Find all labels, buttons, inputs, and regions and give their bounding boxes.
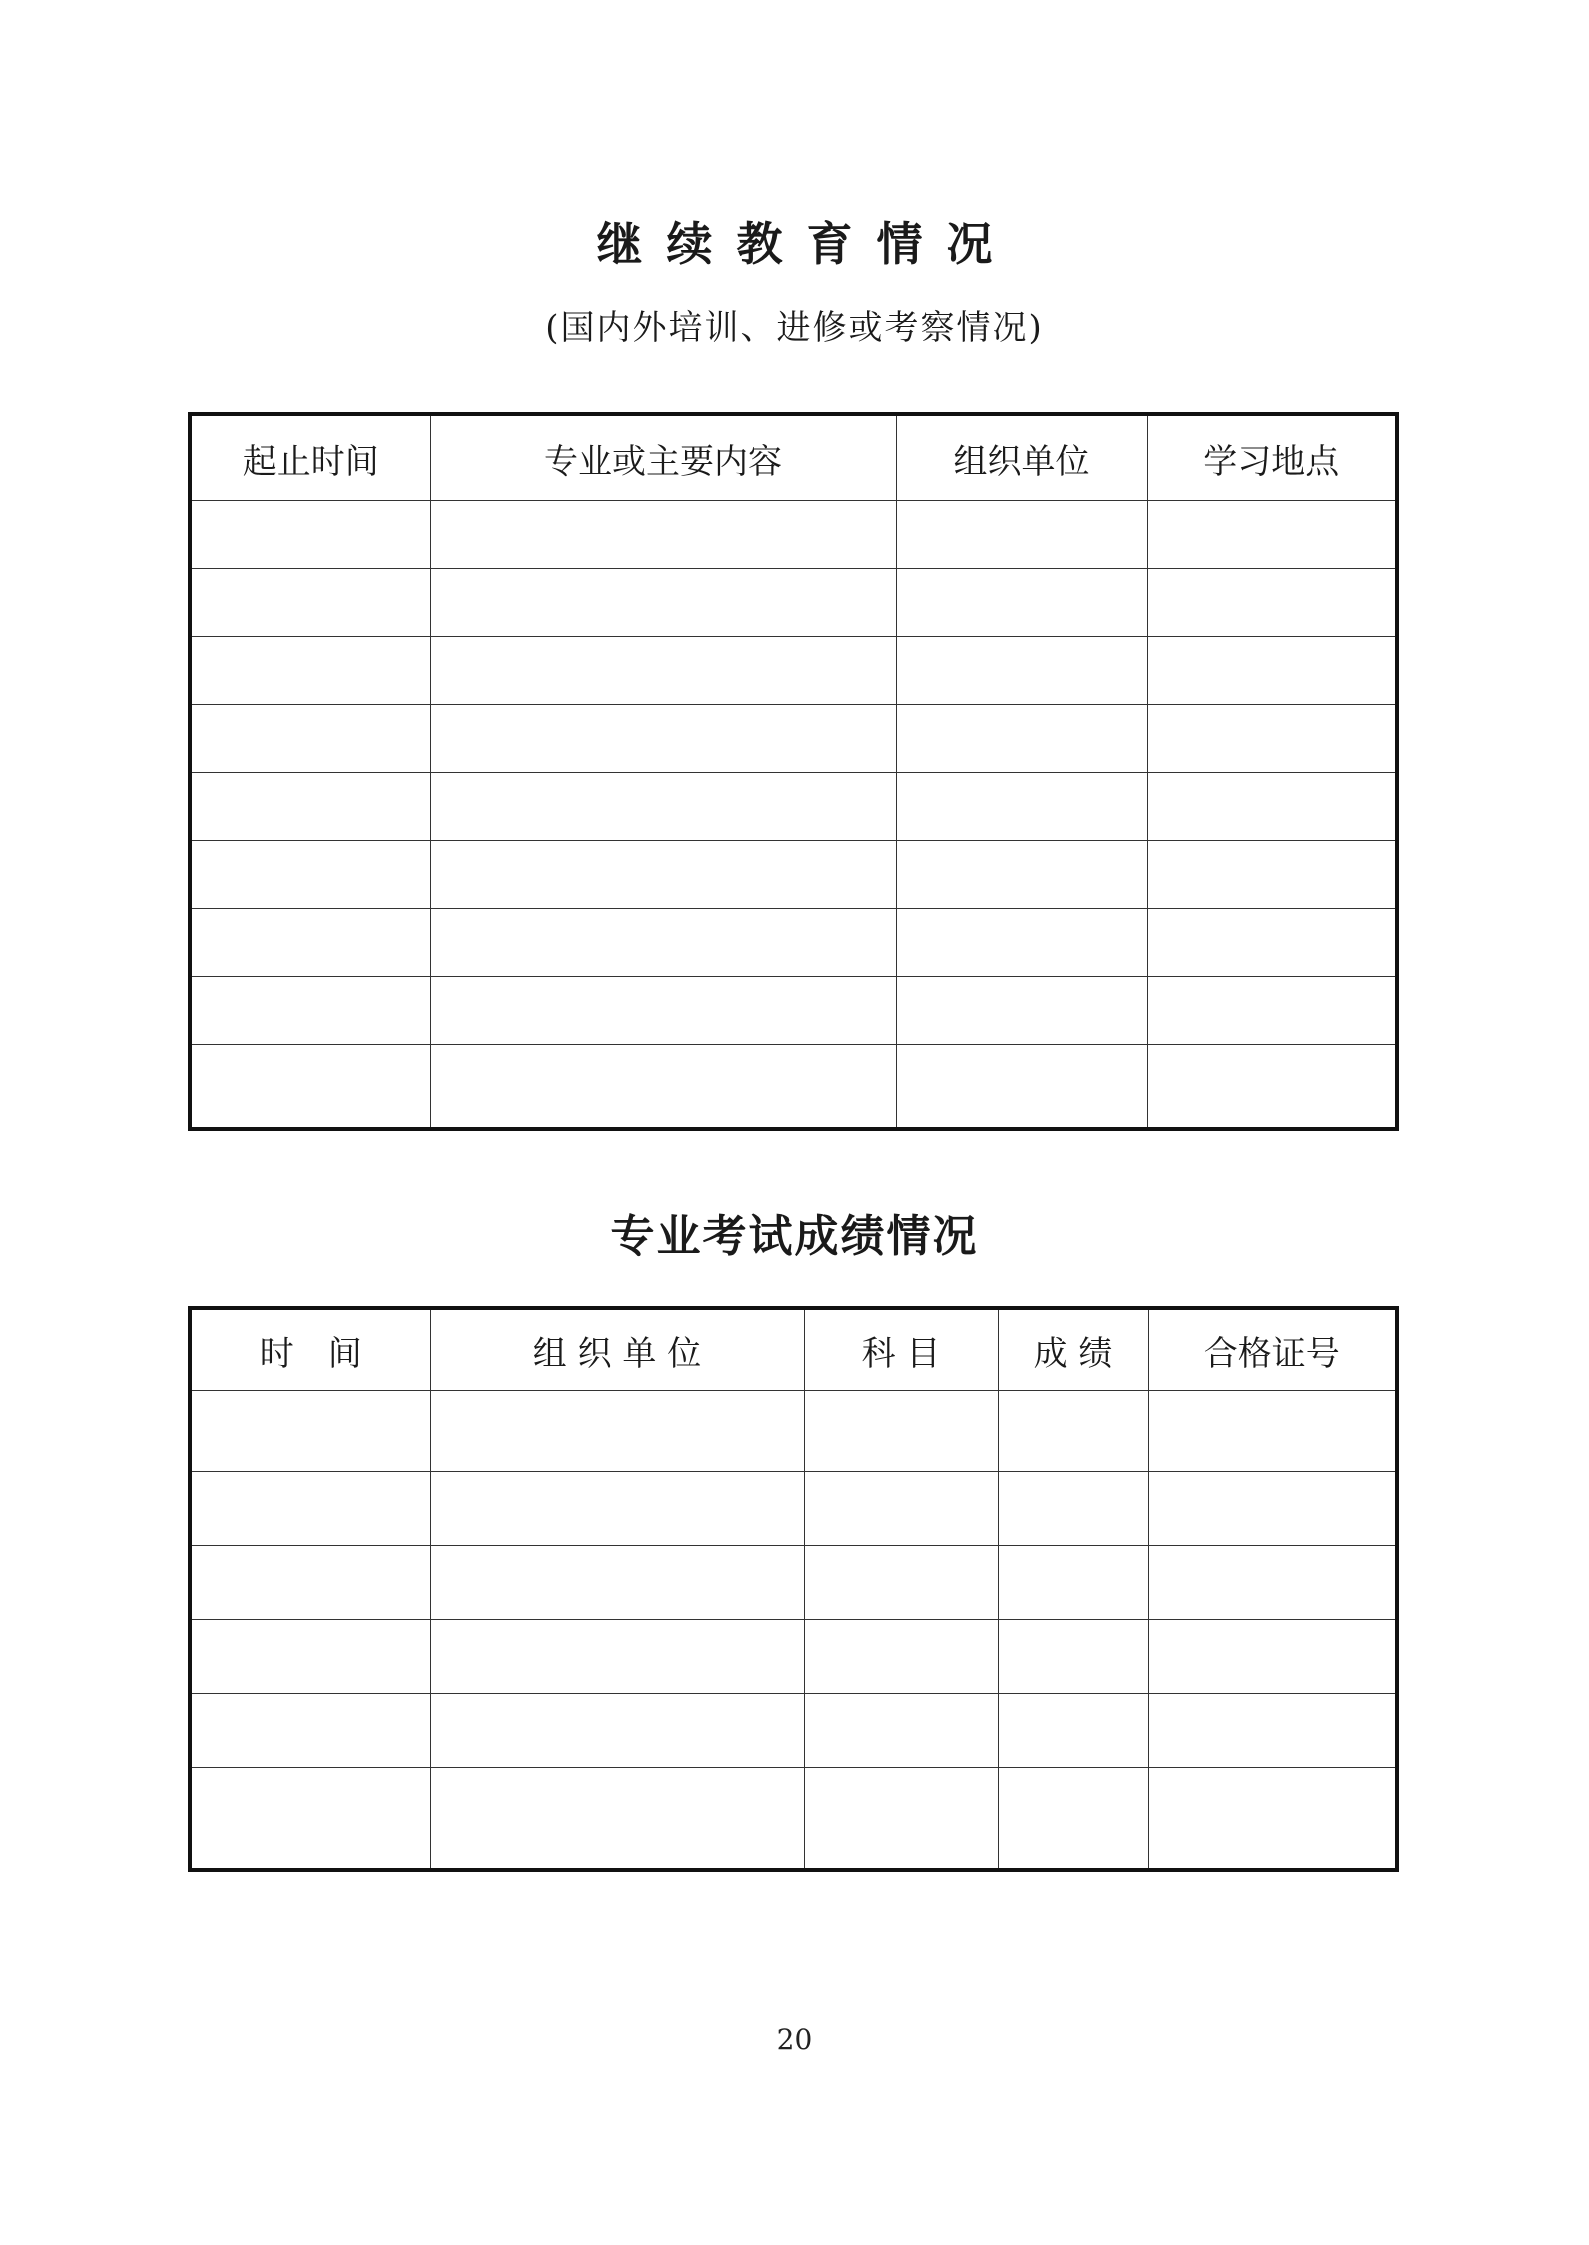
table-cell[interactable] (1148, 1620, 1397, 1694)
table-cell[interactable] (190, 1620, 430, 1694)
table-cell[interactable] (804, 1620, 998, 1694)
table-cell[interactable] (1148, 1391, 1397, 1472)
table-cell[interactable] (190, 977, 430, 1045)
table-row (190, 977, 1397, 1045)
table-cell[interactable] (430, 841, 896, 909)
table-cell[interactable] (430, 705, 896, 773)
table-cell[interactable] (430, 1768, 804, 1871)
table-cell[interactable] (804, 1391, 998, 1472)
table-row (190, 841, 1397, 909)
column-header: 组 织 单 位 (430, 1308, 804, 1391)
column-header: 起止时间 (190, 414, 430, 501)
table-cell[interactable] (1148, 1768, 1397, 1871)
table-cell[interactable] (998, 1694, 1148, 1768)
table-cell[interactable] (430, 773, 896, 841)
table-row (190, 569, 1397, 637)
table-cell[interactable] (190, 1391, 430, 1472)
table-cell[interactable] (430, 909, 896, 977)
page-number: 20 (776, 2023, 813, 2056)
table-row (190, 1546, 1397, 1620)
table-cell[interactable] (896, 501, 1147, 569)
table-cell[interactable] (430, 1391, 804, 1472)
table-row (190, 1768, 1397, 1871)
table-row (190, 705, 1397, 773)
table-cell[interactable] (1147, 569, 1397, 637)
table-row (190, 1045, 1397, 1130)
table-cell[interactable] (804, 1472, 998, 1546)
column-header: 成 绩 (998, 1308, 1148, 1391)
table-cell[interactable] (896, 841, 1147, 909)
table-cell[interactable] (430, 1546, 804, 1620)
table-cell[interactable] (190, 1045, 430, 1130)
table-cell[interactable] (190, 841, 430, 909)
table-cell[interactable] (1147, 1045, 1397, 1130)
exam-results-table (188, 1306, 1399, 1872)
continuing-education-title: 继续教育情况 (596, 217, 1017, 271)
table-cell[interactable] (1147, 773, 1397, 841)
table-cell[interactable] (998, 1768, 1148, 1871)
table-cell[interactable] (430, 1045, 896, 1130)
table-cell[interactable] (896, 1045, 1147, 1130)
table-cell[interactable] (896, 773, 1147, 841)
column-header: 时 间 (190, 1308, 430, 1391)
table-cell[interactable] (190, 1694, 430, 1768)
table-cell[interactable] (896, 637, 1147, 705)
table-cell[interactable] (804, 1694, 998, 1768)
table-cell[interactable] (190, 1546, 430, 1620)
table-cell[interactable] (1147, 637, 1397, 705)
table-cell[interactable] (430, 501, 896, 569)
column-header: 组织单位 (896, 414, 1147, 501)
table-cell[interactable] (896, 705, 1147, 773)
table-cell[interactable] (896, 977, 1147, 1045)
table-cell[interactable] (1148, 1694, 1397, 1768)
table-cell[interactable] (896, 909, 1147, 977)
table-cell[interactable] (190, 501, 430, 569)
table-cell[interactable] (190, 1472, 430, 1546)
table-cell[interactable] (190, 705, 430, 773)
table-row (190, 501, 1397, 569)
table-cell[interactable] (804, 1546, 998, 1620)
table-row (190, 909, 1397, 977)
table-cell[interactable] (1147, 705, 1397, 773)
table-cell[interactable] (430, 1472, 804, 1546)
table-cell[interactable] (190, 909, 430, 977)
table-row (190, 1391, 1397, 1472)
table-cell[interactable] (430, 977, 896, 1045)
table-cell[interactable] (430, 1694, 804, 1768)
table-row (190, 773, 1397, 841)
table-cell[interactable] (190, 637, 430, 705)
table-cell[interactable] (1147, 909, 1397, 977)
table-header-row (190, 414, 1397, 501)
table-cell[interactable] (1147, 977, 1397, 1045)
table-cell[interactable] (896, 569, 1147, 637)
table-cell[interactable] (804, 1768, 998, 1871)
table-row (190, 637, 1397, 705)
table-cell[interactable] (190, 773, 430, 841)
continuing-education-table (188, 412, 1399, 1131)
table-cell[interactable] (430, 637, 896, 705)
column-header: 科 目 (804, 1308, 998, 1391)
table-cell[interactable] (998, 1391, 1148, 1472)
table-cell[interactable] (998, 1620, 1148, 1694)
table-row (190, 1472, 1397, 1546)
table-cell[interactable] (1148, 1472, 1397, 1546)
table-cell[interactable] (1147, 841, 1397, 909)
exam-results-title: 专业考试成绩情况 (610, 1211, 979, 1262)
table-row (190, 1694, 1397, 1768)
table-cell[interactable] (998, 1472, 1148, 1546)
table-cell[interactable] (430, 569, 896, 637)
table-row (190, 1620, 1397, 1694)
table-cell[interactable] (1148, 1546, 1397, 1620)
table-cell[interactable] (998, 1546, 1148, 1620)
table-cell[interactable] (190, 1768, 430, 1871)
table-header-row (190, 1308, 1397, 1391)
column-header: 学习地点 (1147, 414, 1397, 501)
continuing-education-subtitle: (国内外培训、进修或考察情况) (545, 308, 1044, 348)
column-header: 合格证号 (1148, 1308, 1397, 1391)
table-cell[interactable] (1147, 501, 1397, 569)
table-cell[interactable] (190, 569, 430, 637)
table-cell[interactable] (430, 1620, 804, 1694)
column-header: 专业或主要内容 (430, 414, 896, 501)
